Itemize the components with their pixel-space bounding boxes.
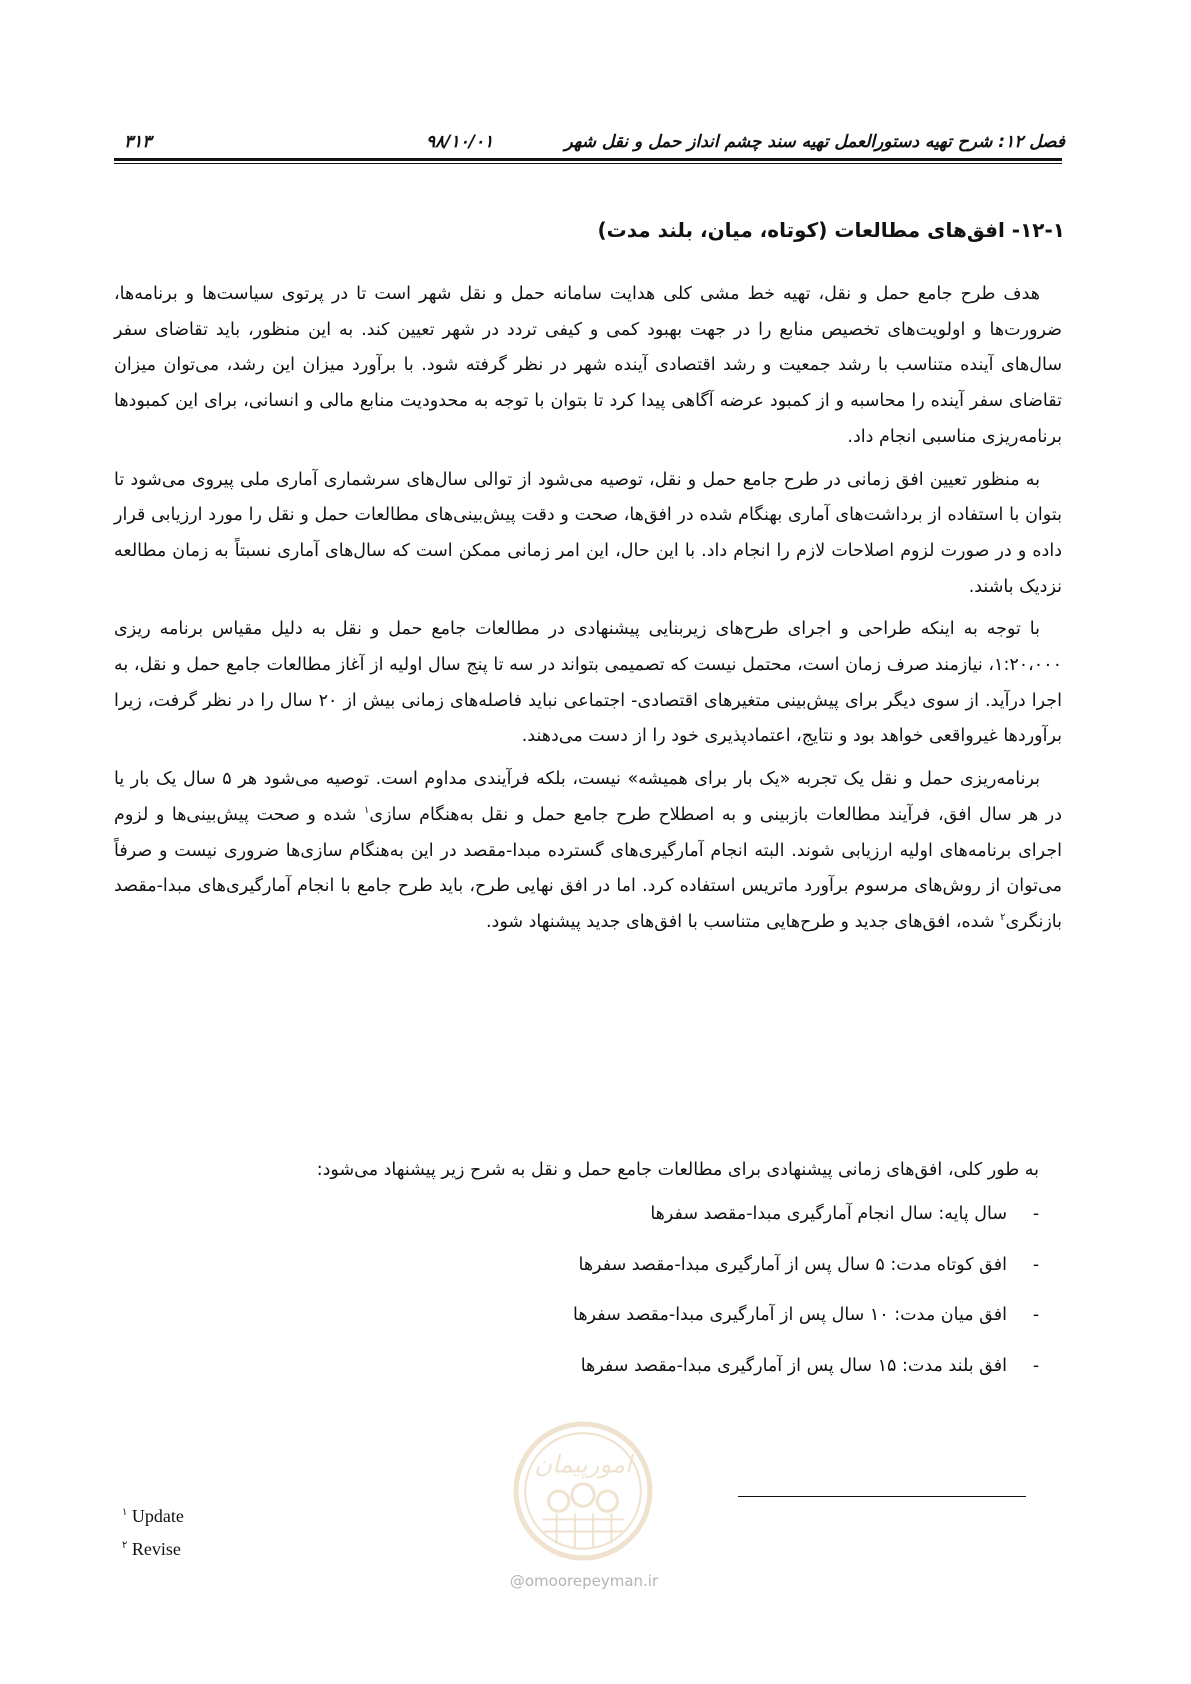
list-item (573, 1305, 1065, 1356)
dash-bullet: - (1032, 1204, 1040, 1224)
list-item-text: افق بلند مدت: ۱۵ سال پس از آمارگیری مبدا-مقصد سفرها (580, 1355, 1007, 1376)
body-text (114, 277, 1062, 948)
paragraph-with-footnotes (114, 762, 1062, 941)
dash-bullet: - (1032, 1254, 1040, 1275)
list-item-text: افق میان مدت: ۱۰ سال پس از آمارگیری مبدا-مقصد سفرها (573, 1305, 1007, 1325)
footnote-ref: ۱ (364, 805, 370, 817)
list-item-text: افق کوتاه مدت: ۵ سال پس از آمارگیری مبدا-مقصد سفرها (578, 1254, 1007, 1275)
paragraph-text: شده و صحت پیش‌بینی‌ها و لزوم اجرای برنامه‌های اولیه ارزیابی شوند. البته انجام آمارگیری‌های گسترده مبدا-مقصد در این به‌هنگام سازی‌ها ضروری نیست و صرفاً می‌توان از روش‌های مرسوم برآورد ماتریس استفاده کرد. اما در افق نهایی طرح، باید طرح جامع با انجام آمارگیری‌های مبدا-مقصد بازنگری (114, 804, 1062, 932)
section-heading: ۱۲-۱- افق‌های مطالعات (کوتاه، میان، بلند مدت) (597, 218, 1065, 242)
dash-bullet: - (1032, 1355, 1040, 1376)
footnote-ref: ۲ (1000, 912, 1006, 924)
horizon-list (573, 1204, 1065, 1406)
dash-bullet: - (1032, 1305, 1040, 1325)
list-item (573, 1356, 1065, 1407)
paragraph-text: برنامه‌ریزی حمل و نقل یک تجربه «یک بار برای همیشه» نیست، بلکه فرآیندی مداوم است. توصیه می‌شود هر ۵ سال یک بار یا در هر سال افق، فرآیند مطالعات بازبینی و به اصطلاح طرح جامع حمل و نقل به‌هنگام سازی (114, 769, 1062, 825)
list-intro: به طور کلی، افق‌های زمانی پیشنهادی برای مطالعات جامع حمل و نقل به شرح زیر پیشنهاد می‌شود: (316, 1160, 1039, 1180)
footnote-separator (738, 1496, 1026, 1497)
watermark-logo-text: امورپیمان (534, 1449, 632, 1479)
footnote-text: Revise (131, 1539, 181, 1559)
paragraph-text: شده، افق‌های جدید و طرح‌هایی متناسب با افق‌های جدید پیشنهاد شود. (485, 911, 1001, 932)
footnote-item (122, 1506, 184, 1539)
header-rule-thick (114, 158, 1062, 161)
list-item (573, 1204, 1065, 1255)
page-header (0, 128, 1191, 158)
header-date: ۹۸/۱۰/۰۱ (426, 132, 494, 152)
watermark-logo-icon (512, 1420, 654, 1562)
chapter-title: فصل ۱۲: شرح تهیه دستورالعمل تهیه سند چشم انداز حمل و نقل شهر (564, 132, 1065, 152)
list-item (573, 1255, 1065, 1306)
footnote-number: ۲ (122, 1540, 128, 1551)
footnotes (122, 1506, 184, 1572)
header-rule-thin (114, 163, 1062, 164)
paragraph: به منظور تعیین افق زمانی در طرح جامع حمل و نقل، توصیه می‌شود از توالی سال‌های سرشماری آماری ملی پیروی می‌شود تا بتوان با استفاده از برداشت‌های آماری بهنگام شده در افق‌ها، صحت و دقت پیش‌بینی‌های مطالعات حمل و نقل را مورد ارزیابی قرار داده و در صورت لزوم اصلاحات لازم را انجام داد. با این حال، این امر زمانی ممکن است که سال‌های آماری نسبتاً به زمان مطالعه نزدیک باشند. (114, 469, 1062, 597)
paragraph: هدف طرح جامع حمل و نقل، تهیه خط مشی کلی هدایت سامانه حمل و نقل شهر است تا در پرتوی سیاست‌ها و برنامه‌ها، ضرورت‌ها و اولویت‌های تخصیص منابع را در جهت بهبود کمی و کیفی تردد در شهر تعیین کند. به این منظور، باید تقاضای سفر سال‌های آینده متناسب با رشد جمعیت و رشد اقتصادی آینده شهر در نظر گرفته شود. با برآورد میزان این رشد، می‌توان میزان تقاضای سفر آینده را محاسبه و از کمبود عرضه آگاهی پیدا کرد تا بتوان با توجه به محدودیت منابع مالی و انسانی، برای این کمبودها برنامه‌ریزی مناسبی انجام داد. (114, 284, 1062, 447)
paragraph: با توجه به اینکه طراحی و اجرای طرح‌های زیربنایی پیشنهادی در مطالعات جامع حمل و نقل به دلیل مقیاس برنامه ریزی ۱:۲۰،۰۰۰، نیازمند صرف زمان است، محتمل نیست که تصمیمی بتواند در سه تا پنج سال اولیه از آغاز مطالعات جامع حمل و نقل، به اجرا درآید. از سوی دیگر برای پیش‌بینی متغیرهای اقتصادی- اجتماعی نباید فاصله‌های زمانی بیش از ۲۰ سال را در نظر گرفت، زیرا برآوردها غیرواقعی خواهد بود و نتایج، اعتمادپذیری خود را از دست می‌دهند. (114, 619, 1062, 747)
footnote-item (122, 1539, 184, 1572)
footnote-text: Update (131, 1506, 184, 1526)
footnote-number: ۱ (122, 1507, 128, 1518)
watermark-site-text: @omoorepeyman.ir (509, 1572, 659, 1590)
page-number: ۳۱۳ (124, 132, 152, 152)
list-item-text: سال پایه: سال انجام آمارگیری مبدا-مقصد سفرها (650, 1204, 1007, 1224)
